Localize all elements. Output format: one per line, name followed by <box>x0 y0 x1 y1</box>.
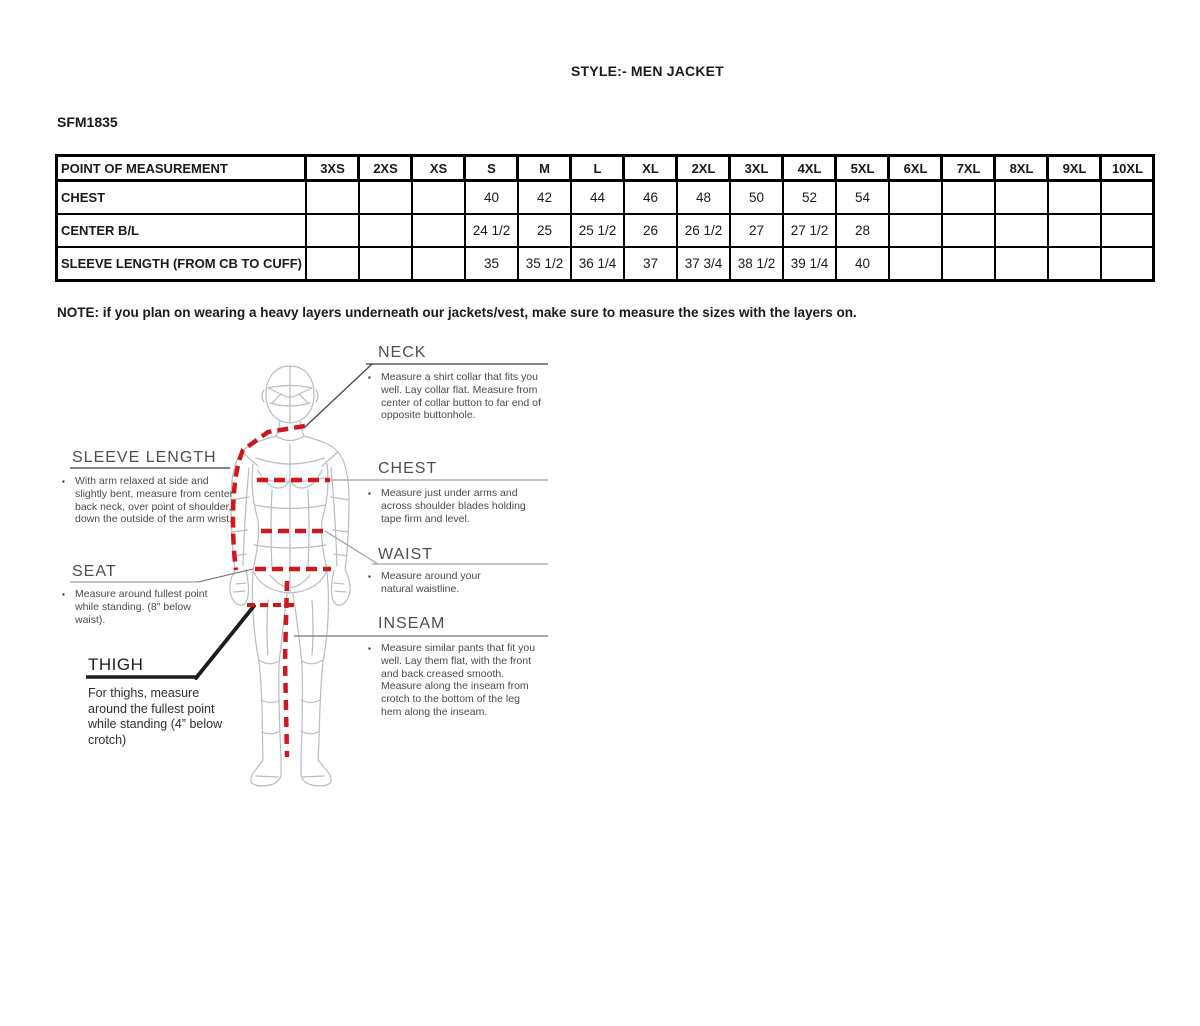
size-chart-table <box>55 154 1155 282</box>
column-header: 3XS <box>306 156 359 181</box>
size-value-cell <box>889 214 942 247</box>
section-title-neck: NECK <box>378 344 427 361</box>
column-header: 3XL <box>730 156 783 181</box>
column-header: 5XL <box>836 156 889 181</box>
size-value-cell: 25 <box>518 214 571 247</box>
column-header: L <box>571 156 624 181</box>
section-title-waist: WAIST <box>378 546 434 563</box>
size-value-cell: 38 1/2 <box>730 247 783 281</box>
bullet-icon: ▪ <box>62 590 65 599</box>
section-title-inseam: INSEAM <box>378 615 446 632</box>
size-value-cell: 37 3/4 <box>677 247 730 281</box>
size-value-cell <box>889 181 942 215</box>
size-value-cell: 42 <box>518 181 571 215</box>
bullet-icon: ▪ <box>368 489 371 498</box>
section-desc-inseam: ▪ Measure similar pants that fit you well. Lay them flat, with the front and back creased smooth. Measure along the inseam from crotch to the bottom of the leg hem along the inseam. <box>368 642 536 718</box>
column-header: XL <box>624 156 677 181</box>
bullet-icon: ▪ <box>368 644 371 653</box>
size-value-cell: 26 1/2 <box>677 214 730 247</box>
column-header: 2XL <box>677 156 730 181</box>
section-desc-seat: ▪ Measure around fullest point while standing. (8" below waist). <box>62 588 208 626</box>
size-value-cell: 35 1/2 <box>518 247 571 281</box>
bullet-icon: ▪ <box>368 572 371 581</box>
size-value-cell: 48 <box>677 181 730 215</box>
size-value-cell: 40 <box>836 247 889 281</box>
column-header: XS <box>412 156 465 181</box>
size-value-cell <box>995 181 1048 215</box>
size-value-cell <box>359 181 412 215</box>
size-value-cell <box>1048 247 1101 281</box>
size-value-cell: 36 1/4 <box>571 247 624 281</box>
column-header: 9XL <box>1048 156 1101 181</box>
section-title-seat: SEAT <box>72 563 117 580</box>
row-label: SLEEVE LENGTH (FROM CB TO CUFF) <box>57 247 306 281</box>
table-row <box>57 181 1154 215</box>
size-value-cell <box>306 214 359 247</box>
column-header: POINT OF MEASUREMENT <box>57 156 306 181</box>
bullet-icon: ▪ <box>368 373 371 382</box>
note-text: NOTE: if you plan on wearing a heavy layers underneath our jackets/vest, make sure to measure the sizes with the layers on. <box>57 305 857 320</box>
size-value-cell: 27 1/2 <box>783 214 836 247</box>
section-title-chest: CHEST <box>378 460 438 477</box>
size-value-cell <box>306 247 359 281</box>
column-header: 2XS <box>359 156 412 181</box>
section-desc-waist: ▪ Measure around your natural waistline. <box>368 570 481 595</box>
section-desc-sleeve: ▪ With arm relaxed at side and slightly bent, measure from center back neck, over point of shoulder, down the outside of the arm wrist. <box>62 475 234 526</box>
page-title: STYLE:- MEN JACKET <box>571 63 724 79</box>
size-value-cell <box>889 247 942 281</box>
column-header: M <box>518 156 571 181</box>
size-value-cell: 27 <box>730 214 783 247</box>
mannequin-wireframe <box>230 366 350 786</box>
size-value-cell <box>995 214 1048 247</box>
inseam-measure-line <box>285 581 287 757</box>
section-title-thigh: THIGH <box>88 655 144 674</box>
size-value-cell <box>995 247 1048 281</box>
size-value-cell: 44 <box>571 181 624 215</box>
section-desc-neck: ▪ Measure a shirt collar that fits you well. Lay collar flat. Measure from center of collar button to far end of opposite buttonhole. <box>368 371 541 422</box>
size-value-cell <box>359 247 412 281</box>
size-value-cell <box>942 247 995 281</box>
column-header: 8XL <box>995 156 1048 181</box>
size-value-cell <box>306 181 359 215</box>
size-value-cell: 50 <box>730 181 783 215</box>
size-value-cell: 25 1/2 <box>571 214 624 247</box>
size-value-cell: 52 <box>783 181 836 215</box>
column-header: S <box>465 156 518 181</box>
table-row <box>57 214 1154 247</box>
size-table-head-row <box>57 156 1154 181</box>
column-header: 6XL <box>889 156 942 181</box>
size-value-cell <box>1048 214 1101 247</box>
size-value-cell <box>1048 181 1101 215</box>
section-desc-chest: ▪ Measure just under arms and across shoulder blades holding tape firm and level. <box>368 487 526 525</box>
size-value-cell <box>412 181 465 215</box>
column-header: 7XL <box>942 156 995 181</box>
table-row <box>57 247 1154 281</box>
style-code: SFM1835 <box>57 114 118 130</box>
bullet-icon: ▪ <box>62 477 65 486</box>
size-value-cell: 39 1/4 <box>783 247 836 281</box>
size-value-cell <box>942 214 995 247</box>
row-label: CENTER B/L <box>57 214 306 247</box>
section-desc-thigh: For thighs, measure around the fullest point while standing (4” below crotch) <box>88 686 223 747</box>
size-value-cell: 28 <box>836 214 889 247</box>
column-header: 4XL <box>783 156 836 181</box>
size-table-body <box>57 181 1154 281</box>
size-value-cell: 37 <box>624 247 677 281</box>
size-value-cell <box>359 214 412 247</box>
size-value-cell <box>942 181 995 215</box>
row-label: CHEST <box>57 181 306 215</box>
size-value-cell <box>1101 214 1154 247</box>
section-title-sleeve: SLEEVE LENGTH <box>72 449 217 466</box>
size-value-cell <box>412 247 465 281</box>
column-header: 10XL <box>1101 156 1154 181</box>
size-value-cell <box>412 214 465 247</box>
size-value-cell: 46 <box>624 181 677 215</box>
size-value-cell: 40 <box>465 181 518 215</box>
size-value-cell: 26 <box>624 214 677 247</box>
size-value-cell: 54 <box>836 181 889 215</box>
size-value-cell <box>1101 247 1154 281</box>
size-value-cell: 24 1/2 <box>465 214 518 247</box>
size-value-cell: 35 <box>465 247 518 281</box>
size-value-cell <box>1101 181 1154 215</box>
